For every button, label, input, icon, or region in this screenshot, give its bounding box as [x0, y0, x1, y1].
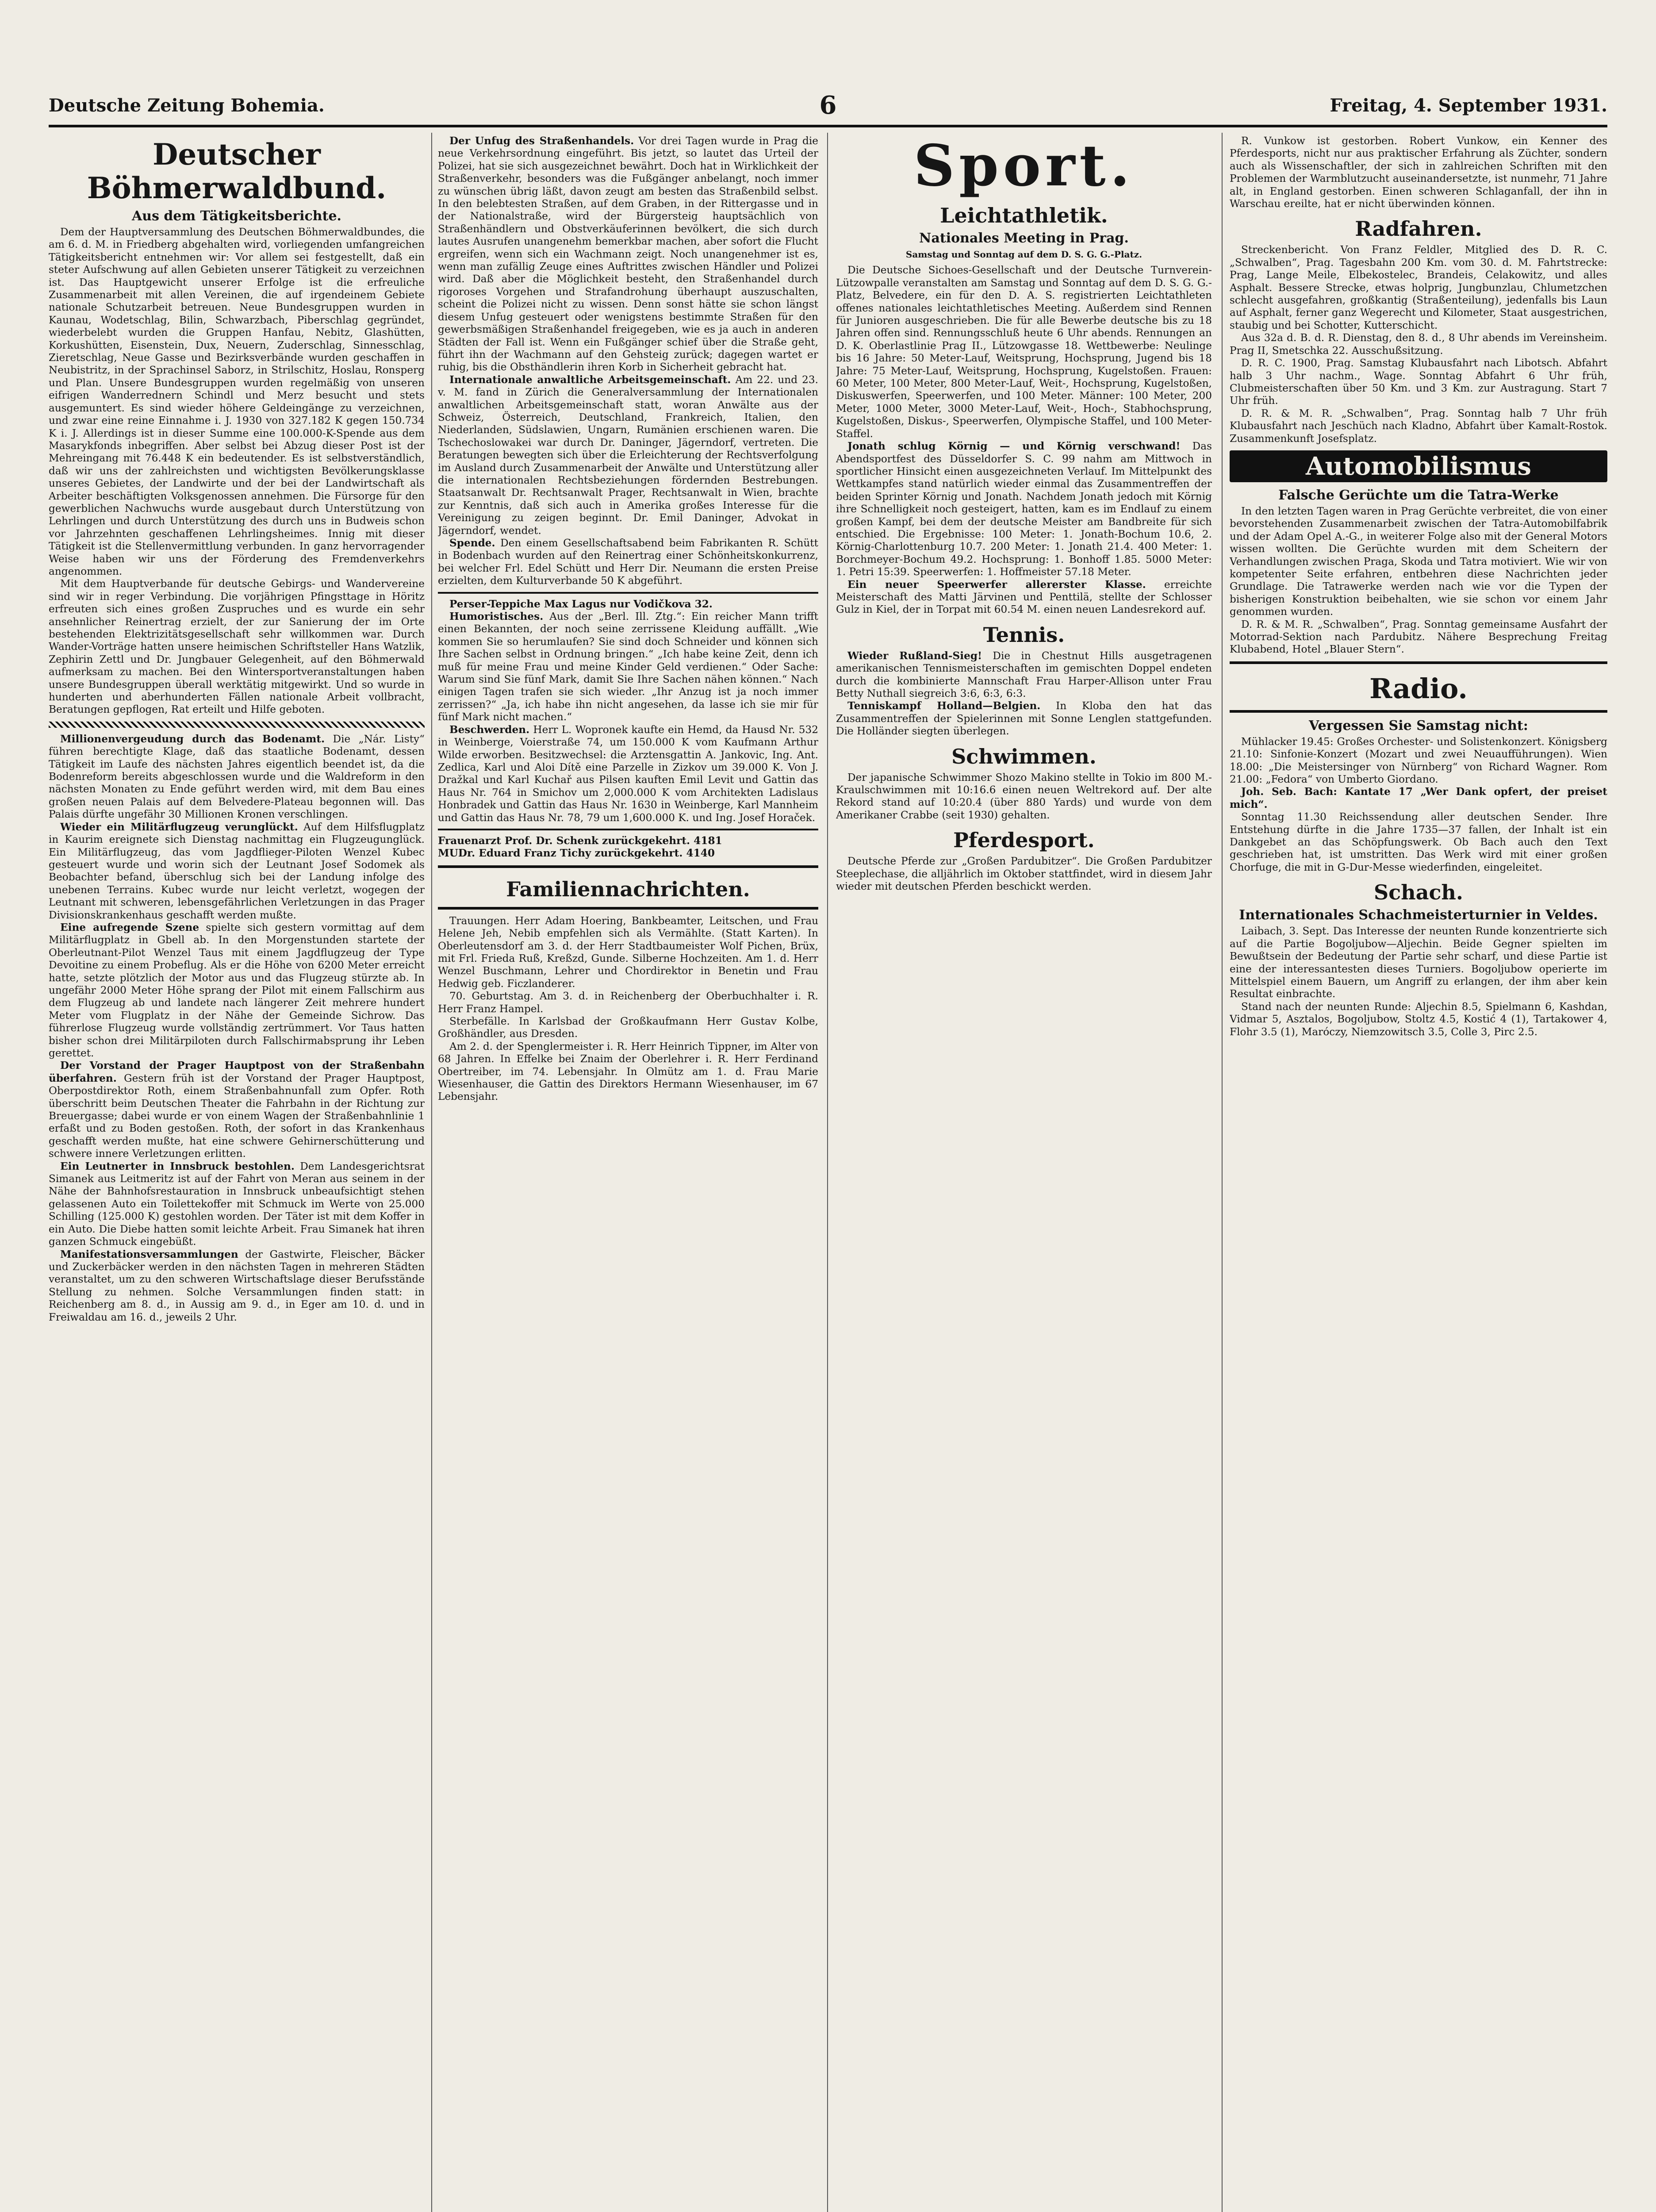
- item-heading: Wieder Rußland-Sieg!: [847, 649, 982, 662]
- column-divider: [1222, 133, 1223, 2212]
- item-text: Dem Landesgerichtsrat Simanek aus Leitmeritz ist auf der Fahrt von Meran aus seinem in der Nähe der Bahnhofsrestauration in Innsbruck unbeaufsichtigt stehen gelassenen Auto ein Toilettekoffer mit Schmuck im Werte von 25.000 Schilling (125.000 K) gestohlen worden. Der Täter ist mit dem Koffer in ein Auto. Die Diebe hatten somit leichte Arbeit. Frau Simanek hat ihren ganzen Schmuck eingebüßt.: [49, 1160, 425, 1248]
- section-heading: Schwimmen.: [951, 744, 1096, 768]
- item-heading: Der Vorstand der Prager Hauptpost von der Straßenbahn überfahren.: [49, 1060, 425, 1084]
- family-notice: Sterbefälle. In Karlsbad der Großkaufmann Herr Gustav Kolbe, Großhändler, aus Dresden.: [438, 1015, 818, 1040]
- page-number: 6: [819, 91, 837, 120]
- item-heading: Wieder ein Militärflugzeug verunglückt.: [60, 821, 298, 833]
- article-paragraph: Mit dem Hauptverbande für deutsche Gebirgs- und Wandervereine sind wir in reger Verbindung. Die vorjährigen Pfingsttage in Höritz erfreuten sich eines großen Zuspruches und es wurde ein sehr ansehnlicher Reinertrag erzielt, der zur Sanierung der im Orte bestehenden Elektrizitätsgesellschaft sehr willkommen war. Durch Wander-Vorträge hatten unsere heimischen Schriftsteller Hans Watzlik, Zephirin Zettl und Dr. Jungbauer Gelegenheit, auf den Böhmerwald aufmerksam zu machen. Bei den Wintersportveranstaltungen haben unsere Bundesgruppen überall werktätig mitgewirkt. Und so wurde in hunderten und aberhunderten Fällen nationale Arbeit vollbracht, Beratungen gepflogen, Rat erteilt und Hilfe geboten.: [49, 578, 425, 716]
- column-divider: [431, 133, 432, 2212]
- column-1: [49, 135, 425, 2212]
- article-title: Internationales Schachmeisterturnier in Veldes.: [1239, 907, 1598, 923]
- article-paragraph: D. R. & M. R. „Schwalben“, Prag. Sonntag halb 7 Uhr früh Klubausfahrt nach Jeschüch nach Kladno, Abfahrt über Kamalt-Rostok. Zusammenkunft Josefsplatz.: [1230, 407, 1607, 445]
- article-subtitle: Aus dem Tätigkeitsberichte.: [131, 208, 341, 224]
- header-rule: [49, 125, 1607, 127]
- item-heading: Jonath schlug Körnig — und Körnig verschwand!: [847, 440, 1181, 453]
- section-heading: Schach.: [1374, 880, 1463, 905]
- item-heading: Beschwerden.: [449, 723, 530, 736]
- article-paragraph: Sonntag 11.30 Reichssendung aller deutschen Sender. Ihre Entstehung dürfte in die Jahre 1735—37 fallen, der Inhalt ist ein Dankgebet an das Schöpfungswerk. Ob Bach auch den Text geschrieben hat, ist umstritten. Das Werk wird mit einer großen Chorfuge, die mit in G-Dur-Messe wiederfinden, eingeleitet.: [1230, 811, 1607, 873]
- item-text: Das Abendsportfest des Düsseldorfer S. C. 99 nahm am Mittwoch in sportlicher Hinsicht einen ausgezeichneten Verlauf. Im Mittelpunkt des Wettkampfes stand natürlich wieder einmal das Zusammentreffen der beiden Sprinter Körnig und Jonath. Nachdem Jonath jedoch mit Körnig ihre Schnelligkeit noch gesteigert, hatten, kam es im Endlauf zu einem großen Kampf, bei dem der deutsche Meister am Bandbreite für sich entschied. Die Ergebnisse: 100 Meter: 1. Jonath-Bochum 10.6, 2. Körnig-Charlottenburg 10.7. 200 Meter: 1. Jonath 21.4. 400 Meter: 1. Borchmeyer-Bochum 49.2. Hochsprung: 1. Bonhoff 1.85. 5000 Meter: 1. Petri 15:39. Speerwerfen: 1. Hoffmeister 57.18 Meter.: [836, 440, 1212, 578]
- section-divider: [49, 722, 425, 728]
- item-text: Herr L. Wopronek kaufte ein Hemd, da Hausd Nr. 532 in Weinberge, Voierstraße 74, um 150.000 K vom Kaufmann Arthur Wilde erworben. Besitzwechsel: die Arztensgattin A. Jankovic, Ing. Ant. Zedlica, Karl und Aloi Dítě eine Parzelle in Zizkov um 39.000 K. Von J. Dražkal und Karl Kuchař aus Pilsen kauften Emil Levit und Gattin das Haus Nr. 764 in Smichov um 2,000.000 K vom Architekten Ladislaus Honbradek und Gattin das Haus Nr. 1630 in Weinberge, Karl Mannheim und Gattin das Haus Nr. 78, 79 um 1,600.000 K. und Ing. Josef Horaček.: [438, 723, 818, 824]
- article-paragraph: D. R. & M. R. „Schwalben“, Prag. Sonntag gemeinsame Ausfahrt der Motorrad-Sektion nach Pardubitz. Nähere Besprechung Freitag Klubabend, Hotel „Blauer Stern“.: [1230, 618, 1607, 656]
- article-title: Nationales Meeting in Prag.: [919, 230, 1129, 246]
- article-paragraph: R. Vunkow ist gestorben. Robert Vunkow, ein Kenner des Pferdesports, nicht nur aus praktischer Erfahrung als Züchter, sondern auch als Wissenschaftler, der sich in zahlreichen Schriften mit den Problemen der Warmblutzucht auseinandersetzte, ist nunmehr, 71 Jahre alt, in England gestorben. Einen schweren Schlaganfall, der ihn in Warschau ereilte, hat er nicht überwinden können.: [1230, 135, 1607, 210]
- section-heading: Radfahren.: [1355, 217, 1482, 241]
- item-text: spielte sich gestern vormittag auf dem Militärflugplatz in Gbell ab. In den Morgenstunden startete der Oberleutnant-Pilot Wenzel Taus mit einem Jagdflugzeug der Type Devoitine zu einem Probeflug. Als er die Höhe von 6200 Meter erreicht hatte, setzte plötzlich der Motor aus und das Flugzeug stürzte ab. In ungefähr 2000 Meter Höhe sprang der Pilot mit einem Fallschirm aus dem Flugzeug ab und landete nach längerer Zeit mehrere hundert Meter vom Flugplatz in der Nähe der Gemeinde Sichrow. Das führerlose Flugzeug wurde vollständig zertrümmert. Vor Taus hatten bisher schon drei Militärpiloten durch Fallschirmabsprung ihr Leben gerettet.: [49, 921, 425, 1059]
- family-notice: Am 2. d. der Spenglermeister i. R. Herr Heinrich Tippner, im Alter von 68 Jahren. In Effelke bei Znaim der Oberlehrer i. R. Herr Ferdinand Obertreiber, im 74. Lebensjahr. In Olmütz am 1. d. Frau Marie Wiesenhauser, die Gattin des Direktors Hermann Wiesenhauser, im 67 Lebensjahr.: [438, 1040, 818, 1103]
- article-paragraph: Der japanische Schwimmer Shozo Makino stellte in Tokio im 800 M.-Kraulschwimmen mit 10:16.6 einen neuen Weltrekord auf. Der alte Rekord stand auf 10:20.4 (über 880 Yards) und wurde von dem Amerikaner Crabbe (seit 1930) gehalten.: [836, 771, 1212, 821]
- notice-line: Frauenarzt Prof. Dr. Schenk zurückgekehrt. 4181: [438, 834, 722, 847]
- section-heading: Radio.: [1369, 672, 1468, 705]
- item-text: erreichte Meisterschaft des Matti Järvinen und Penttilä, stellte der Schlosser Gulz in Kiel, der in Torpat mit 60.54 M. einen neuen Landesrekord auf.: [836, 578, 1212, 616]
- article-paragraph: Stand nach der neunten Runde: Aljechin 8.5, Spielmann 6, Kashdan, Vidmar 5, Asztalos, Bogoljubow, Stoltz 4.5, Kostić 4 (1), Tartakower 4, Flohr 3.5 (1), Maróczy, Niemzowitsch 3.5, Colle 3, Pirc 2.5.: [1230, 1000, 1607, 1038]
- article-paragraph: Streckenbericht. Von Franz Feldler, Mitglied des D. R. C. „Schwalben“, Prag. Tagesbahn 200 Km. vom 30. d. M. Fahrtstrecke: Prag, Lange Meile, Elbekostelec, Brandeis, Celakowitz, und alles Asphalt. Bessere Strecke, etwas holprig, Jungbunzlau, Chlumetzchen schlecht ausgefahren, großkantig (Straßenteilung), jedenfalls bis Laun auf Asphalt, ferner ganz Wegerecht und Kilometer, Staat ausgestrichen, staubig und bei Schotter, Kutterschicht.: [1230, 244, 1607, 331]
- section-title-sport: Sport.: [913, 135, 1135, 199]
- family-notice: 70. Geburtstag. Am 3. d. in Reichenberg der Oberbuchhalter i. R. Herr Franz Hampel.: [438, 990, 818, 1015]
- column-3: [836, 135, 1212, 2212]
- item-text: der Gastwirte, Fleischer, Bäcker und Zuckerbäcker werden in den nächsten Tagen in mehreren Städten veranstaltet, um zu den schweren Wirtschaftslage dieser Berufsstände Stellung zu nehmen. Solche Versammlungen finden statt: in Reichenberg am 8. d., in Aussig am 9. d., in Eger am 10. d. und in Freiwaldau am 16. d., jeweils 2 Uhr.: [49, 1248, 425, 1323]
- item-heading: Internationale anwaltliche Arbeitsgemeinschaft.: [449, 373, 731, 386]
- section-title: Familiennachrichten.: [506, 877, 750, 901]
- article-paragraph: In den letzten Tagen waren in Prag Gerüchte verbreitet, die von einer bevorstehenden Zusammenarbeit zwischen der Tatra-Automobilfabrik und der Adam Opel A.-G., in weiterer Folge also mit der General Motors wissen wollten. Die Gerüchte wurden mit dem Scheitern der Verhandlungen zwischen Praga, Skoda und Tatra motiviert. Wie wir von kompetenter Seite erfahren, entbehren diese Nachrichten jeder Grundlage. Die Tatrawerke werden nach wie vor die Typen der bisherigen Konstruktion beibehalten, wie sie schon vor einem Jahr genommen wurden.: [1230, 505, 1607, 618]
- item-text: Am 22. und 23. v. M. fand in Zürich die Generalversammlung der Internationalen anwaltlichen Arbeitsgemeinschaft statt, woran Anwälte aus der Schweiz, Österreich, Deutschland, Frankreich, Italien, den Niederlanden, Südslawien, Ungarn, Rumänien erschienen waren. Die Tschechoslowakei war durch Dr. Daninger, Jägerndorf, vertreten. Die Beratungen bewegten sich über die Erleichterung der Rechtsverfolgung im Ausland durch Zusammenarbeit der Anwälte und Unterstützung aller die internationalen Rechtsbeziehungen fördernden Bestrebungen. Staatsanwalt Dr. Rechtsanwalt Prager, Rechtsanwalt in Wien, brachte zur Kenntnis, daß sich auch in Amerika großes Interesse für die Vereinigung zu zeigen beginnt. Dr. Emil Daninger, Advokat in Jägerndorf, wendet.: [438, 373, 818, 537]
- article-subtitle: Samstag und Sonntag auf dem D. S. G. G.-Platz.: [905, 249, 1142, 260]
- notice-line: MUDr. Eduard Franz Tichy zurückgekehrt. 4140: [438, 847, 715, 860]
- article-paragraph: Mühlacker 19.45: Großes Orchester- und Solistenkonzert. Königsberg 21.10: Sinfonie-Konzert (Mozart und zwei Neuaufführungen). Wien 18.00: „Die Meistersinger von Nürnberg“ von Richard Wagner. Rom 21.00: „Fedora“ von Umberto Giordano.: [1230, 735, 1607, 786]
- item-heading: Tenniskampf Holland—Belgien.: [847, 700, 1041, 712]
- newspaper-name: Deutsche Zeitung Bohemia.: [49, 95, 325, 116]
- article-paragraph: Aus 32a d. B. d. R. Dienstag, den 8. d., 8 Uhr abends im Vereinsheim. Prag II, Smetschka 22. Ausschußsitzung.: [1230, 332, 1607, 357]
- item-heading: Joh. Seb. Bach: Kantate 17 „Wer Dank opfert, der preiset mich“.: [1230, 786, 1607, 810]
- section-heading: Pferdesport.: [953, 828, 1095, 853]
- item-heading: Der Unfug des Straßenhandels.: [449, 135, 634, 147]
- item-text: Aus der „Berl. Ill. Ztg.“: Ein reicher Mann trifft einen Bekannten, der noch seine zerrissene Kleidung auffällt. „Wie kommen Sie so herumlaufen? Sie sind doch Schneider und können sich Ihre Sachen selbst in Ordnung bringen.“ „Ich habe keine Zeit, denn ich muß für meine Frau und meine Kinder Geld verdienen.“ Oder Sache: Warum sind Sie fünf Mark, damit Sie Ihre Sachen nähen können.“ Nach einigen Tagen trafen sie sich wieder. „Ihr Anzug ist ja noch immer zerrissen?“ „Ja, ich habe ihn nicht angesehen, da lasse ich sie mir für fünf Mark nicht machen.“: [438, 611, 818, 723]
- item-text: Den einem Gesellschaftsabend beim Fabrikanten R. Schütt in Bodenbach wurden auf den Reinertrag einer Schönheitskonkurrenz, bei welcher Frl. Edel Schütt und Herr Dir. Neumann die ersten Preise erzielten, dem Kulturverbande 50 K abgeführt.: [438, 537, 818, 587]
- item-heading: Perser-Teppiche Max Lagus nur Vodičkova 32.: [449, 598, 713, 610]
- issue-date: Freitag, 4. September 1931.: [1330, 95, 1607, 116]
- divider: [438, 829, 818, 830]
- item-heading: Eine aufregende Szene: [60, 921, 199, 933]
- item-text: Die in Chestnut Hills ausgetragenen amerikanischen Tennismeisterschaften im gemischten Doppel endeten durch die kombinierte Mannschaft Frau Harper-Allison unter Frau Betty Nuthall siegreich 3:6, 6:3, 6:3.: [836, 649, 1212, 699]
- column-divider: [827, 133, 828, 2212]
- item-text: Die „Nár. Listy“ führen berechtigte Klage, daß das staatliche Bodenamt, dessen Tätigkeit im Laufe des nächsten Jahres eigentlich beendet ist, da die Bodenreform bereits abgeschlossen wurde und die Waldreform in den nächsten Monaten zu Ende geführt werden wird, mit dem Bau eines großen neuen Palais auf dem Belvedere-Plateau begonnen will. Das Palais dürfte ungefähr 30 Millionen Kronen verschlingen.: [49, 733, 425, 821]
- item-text: In Kloba den hat das Zusammentreffen der Spielerinnen mit Sonne Lenglen stattgefunden. Die Holländer siegten überlegen.: [836, 700, 1212, 737]
- article-title: Falsche Gerüchte um die Tatra-Werke: [1278, 487, 1559, 503]
- item-heading: Ein Leutnerter in Innsbruck bestohlen.: [60, 1160, 295, 1172]
- family-notice: Trauungen. Herr Adam Hoering, Bankbeamter, Leitschen, und Frau Helene Jeh, Nebib empfehlen sich als Vermählte. (Statt Karten). In Oberleutensdorf am 3. d. der Herr Stadtbaumeister Wolf Pichen, Brüx, mit Frl. Frieda Ruß, Kreßzd, Gunde. Silberne Hochzeiten. Am 1. d. Herr Wenzel Buschmann, Lehrer und Chordirektor in Benetin und Frau Hedwig geb. Ficzlanderer.: [438, 914, 818, 990]
- article-title: Vergessen Sie Samstag nicht:: [1309, 718, 1528, 733]
- section-banner: Automobilismus: [1230, 450, 1607, 482]
- article-paragraph: Deutsche Pferde zur „Großen Pardubitzer“. Die Großen Pardubitzer Steeplechase, die alljährlich im Oktober stattfindet, wird in diesem Jahr wieder mit deutschen Pferden beschickt werden.: [836, 855, 1212, 893]
- item-heading: Manifestationsversammlungen: [60, 1248, 238, 1260]
- article-paragraph: D. R. C. 1900, Prag. Samstag Klubausfahrt nach Libotsch. Abfahrt halb 3 Uhr nachm., Wage. Sonntag Abfahrt 6 Uhr früh, Clubmeisterschaften über 50 Km. und 3 Km. zur Austragung. Start 7 Uhr früh.: [1230, 357, 1607, 407]
- divider: [438, 592, 818, 594]
- article-paragraph: Laibach, 3. Sept. Das Interesse der neunten Runde konzentrierte sich auf die Partie Bogoljubow—Aljechin. Beide Gegner spielten im Bewußtsein der Bedeutung der Partie sehr scharf, und diese Partie ist eine der interessantesten dieses Turniers. Bogoljubow operierte im Mittelspiel einem Bauern, um Angriff zu erlangen, der ihm aber kein Resultat einbrachte.: [1230, 925, 1607, 1000]
- section-heading: Tennis.: [983, 622, 1065, 647]
- column-2: [438, 135, 818, 2212]
- item-heading: Millionenvergeudung durch das Bodenamt.: [60, 733, 325, 745]
- column-4: [1230, 135, 1607, 2212]
- item-heading: Humoristisches.: [449, 611, 544, 623]
- article-title: Deutscher Böhmerwaldbund.: [87, 137, 387, 205]
- item-text: Vor drei Tagen wurde in Prag die neue Verkehrsordnung eingeführt. Bis jetzt, so lautet das Urteil der Polizei, hat sie sich ausgezeichnet bewährt. Doch hat in Wirklichkeit der Straßenverkehr, besonders was die Fußgänger anbelangt, noch immer zu wünschen übrig läßt, davon zeugt am besten das Straßenbild selbst. In den belebtesten Straßen, auf dem Graben, in der Rittergasse und in der Nationalstraße, wird der Bürgersteig hauptsächlich von Straßenhändlern und Obstverkäuferinnen bevölkert, die sich durch lautes Ausrufen unangenehm bemerkbar machen, aber sofort die Flucht ergreifen, wenn sich ein Wachmann zeigt. Noch unangenehmer ist es, wenn man zufällig Zeuge eines Auftrittes zwischen Händler und Polizei wird. Daß aber die Möglichkeit besteht, den Straßenhandel durch rigoroses Vorgehen und Strafandrohung überhaupt auszuschalten, scheint die Polizei nicht zu wissen. Denn sonst hätte sie schon längst diesem Unfug gesteuert oder wenigstens bestimmte Straßen für den gewerbsmäßigen Straßenhandel freigegeben, wie es ja auch in anderen Städten der Fall ist. Wenn ein Fußgänger schief über die Straße geht, führt ihn der Wachmann auf den Gehsteig zurück; dagegen wartet er ruhig, bis die Obsthändlerin ihren Korb in Sicherheit gebracht hat.: [438, 135, 818, 373]
- section-heading: Leichtathletik.: [940, 204, 1108, 227]
- item-text: Gestern früh ist der Vorstand der Prager Hauptpost, Oberpostdirektor Roth, einem Straßenbahnunfall zum Opfer. Roth überschritt beim Deutschen Theater die Fahrbahn in der Richtung zur Breuergasse; dabei wurde er von einem Wagen der Straßenbahnlinie 1 erfaßt und zu Boden gestoßen. Roth, der sofort in das Krankenhaus geschafft werden mußte, hat eine schwere Gehirnerschütterung und schwere innere Verletzungen erlitten.: [49, 1072, 425, 1160]
- article-paragraph: Dem der Hauptversammlung des Deutschen Böhmerwaldbundes, die am 6. d. M. in Friedberg abgehalten wird, vorliegenden umfangreichen Tätigkeitsbericht entnehmen wir: Vor allem sei festgestellt, daß ein steter Aufschwung auf allen Gebieten unserer Tätigkeit zu verzeichnen ist. Das Hauptgewicht unserer Erfolge ist die erfreuliche Zusammenarbeit mit allen Vereinen, die auf irgendeinem Gebiete nationale Schutzarbeit betreuen. Neue Bundesgruppen wurden in Kaunau, Wodetschlag, Bilin, Schwarzbach, Piberschlag gegründet, wiederbelebt wurden die Gruppen Hanfau, Nebitz, Glashütten, Korkushütten, Eisenstein, Dux, Neuern, Zuderschlag, Sinnesschlag, Zieretschlag, Neue Gasse und Bezirksverbände wurden geschaffen in Neubistritz, in der Sprachinsel Saborz, in Strilschitz, Hoslau, Ronsperg und Plan. Unsere Bundesgruppen wurden regelmäßig von unseren eifrigen Wanderrednern Schindl und Merz besucht und stets ausgemuntert. Es sind wieder höhere Geldeingänge zu verzeichnen, und zwar eine reine Einnahme i. J. 1930 von 327.182 K gegen 150.734 K i. J. Allerdings ist in dieser Summe eine 100.000-K-Spende aus dem Masarykfonds inbegriffen. Aber selbst bei Abzug dieser Post ist der Mehreingang mit 76.448 K ein bedeutender. Es ist selbstverständlich, daß wir uns der zahlreichsten und wichtigsten Bevölkerungsklasse unseres Gebietes, der Landwirte und der bei der Landwirtschaft als Arbeiter beschäftigten Volksgenossen annehmen. Die Fürsorge für den gewerblichen Nachwuchs wurde ausgebaut durch Unterstützung von Lehrlingen und durch Unterstützung des durch uns in Budweis schon vor Jahrzehnten geschaffenen Lehrlingsheimes. Innig mit dieser Tätigkeit ist die Stellenvermittlung verbunden. In ganz hervorragender Weise haben wir uns der Förderung des Fremdenverkehrs angenommen.: [49, 226, 425, 577]
- item-heading: Ein neuer Speerwerfer allererster Klasse.: [847, 578, 1146, 591]
- article-paragraph: Die Deutsche Sichoes-Gesellschaft und der Deutsche Turnverein-Lützowpalle veranstalten am Samstag und Sonntag auf dem D. S. G. G.-Platz, Belvedere, ein für den D. A. S. registrierten Leichtathleten offenes nationales leichtathletisches Meeting. Außerdem sind Rennen für Junioren ausgeschrieben. Die für alle Bewerbe deutsche bis zu 18 Jahren offen sind. Rennungsschluß heute 6 Uhr abends. Rennungen an D. K. Oberlastlinie Prag II., Lützowgasse 18. Wettbewerbe: Neulinge bis 16 Jahre: 50 Meter-Lauf, Weitsprung, Hochsprung, Jugend bis 18 Jahre: 75 Meter-Lauf, Weitsprung, Hochsprung, Kugelstoßen. Frauen: 60 Meter, 100 Meter, 800 Meter-Lauf, Weit-, Hochsprung, Kugelstoßen, Diskuswerfen, Speerwerfen, und 100 Meter. Männer: 100 Meter, 200 Meter, 1000 Meter, 3000 Meter-Lauf, Weit-, Hoch-, Stabhochsprung, Kugelstoßen, Diskus-, Speerwerfen, Olympische Staffel, und 100 Meter-Staffel.: [836, 264, 1212, 440]
- item-heading: Spende.: [449, 537, 495, 549]
- page-header: [49, 91, 1607, 122]
- item-text: Auf dem Hilfsflugplatz in Kaurim ereignete sich Dienstag nachmittag ein Flugzeugunglück. Ein Militärflugzeug, das vom Jagdflieger-Piloten Wenzel Kubec gesteuert wurde und worin sich der Leutnant Josef Sodomek als Beobachter befand, überschlug sich bei der Landung infolge des unebenen Terrains. Kubec wurde nur leicht verletzt, wogegen der Leutnant mit schweren, lebensgefährlichen Verletzungen in das Prager Divisionskrankenhaus geschafft werden mußte.: [49, 821, 425, 921]
